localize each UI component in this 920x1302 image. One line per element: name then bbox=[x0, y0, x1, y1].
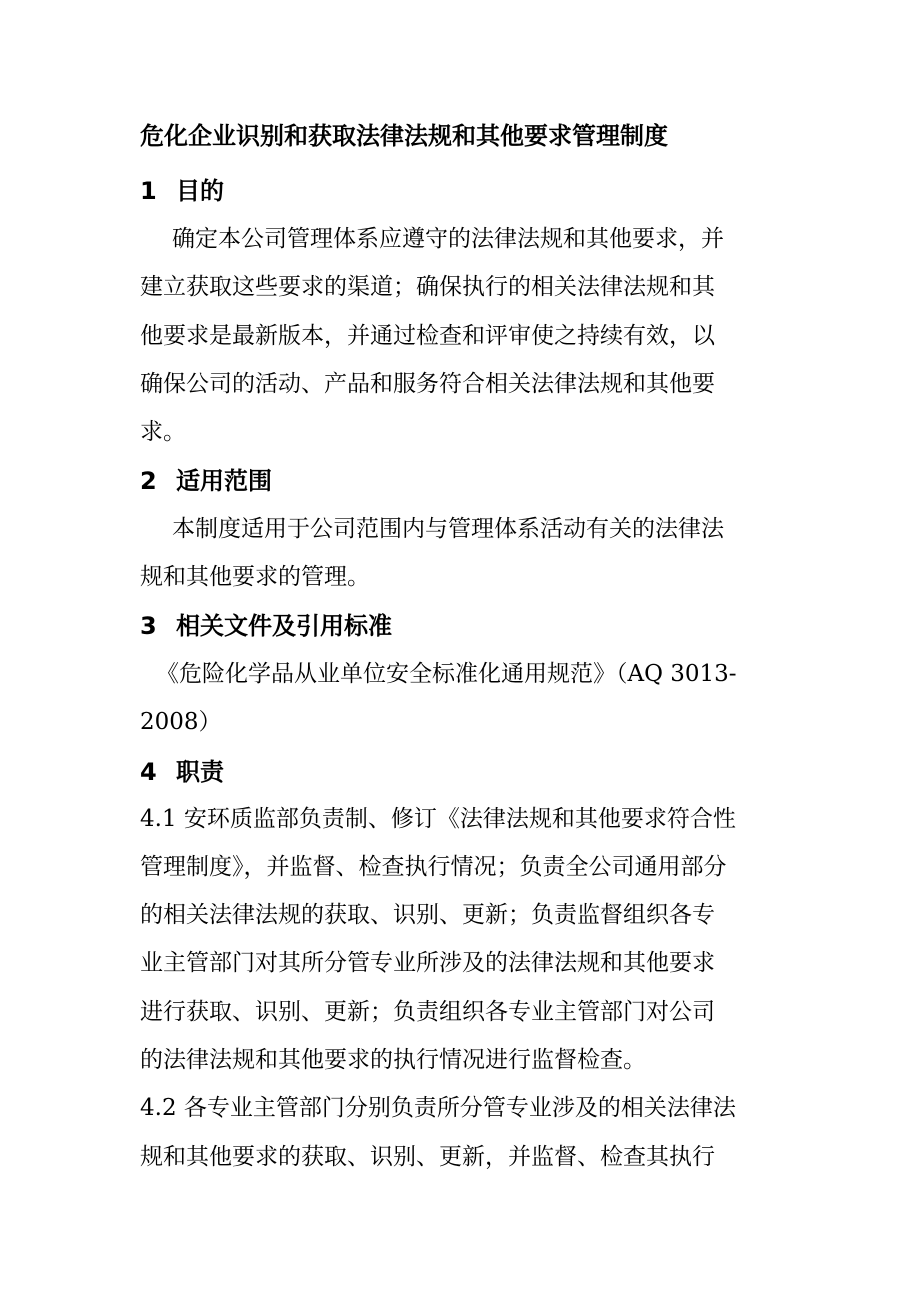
paragraph-line: 规和其他要求的获取、识别、更新，并监督、检查其执行 bbox=[140, 1144, 715, 1170]
section-heading-scope bbox=[140, 461, 272, 496]
paragraph-line: 他要求是最新版本，并通过检查和评审使之持续有效，以 bbox=[140, 323, 715, 349]
paragraph-line: 的法律法规和其他要求的执行情况进行监督检查。 bbox=[140, 1047, 646, 1073]
section-heading-responsibilities bbox=[140, 752, 224, 787]
section-title: 职责 bbox=[176, 758, 224, 786]
paragraph-line: 建立获取这些要求的渠道；确保执行的相关法律法规和其 bbox=[140, 274, 715, 300]
paragraph-line: 求。 bbox=[140, 419, 186, 445]
section-heading-purpose bbox=[140, 171, 224, 206]
paragraph-line: 管理制度》，并监督、检查执行情况；负责全公司通用部分 bbox=[140, 854, 727, 880]
paragraph-line: 进行获取、识别、更新；负责组织各专业主管部门对公司 bbox=[140, 999, 715, 1025]
section-number: 1 bbox=[140, 177, 157, 205]
section-number: 3 bbox=[140, 612, 157, 640]
paragraph-line: 业主管部门对其所分管专业所涉及的法律法规和其他要求 bbox=[140, 950, 715, 976]
section-number: 2 bbox=[140, 467, 157, 495]
section-heading-references bbox=[140, 606, 392, 641]
paragraph-line: 《危险化学品从业单位安全标准化通用规范》（AQ 3013- bbox=[156, 661, 737, 687]
paragraph-line: 4.1 安环质监部负责制、修订《法律法规和其他要求符合性 bbox=[140, 806, 736, 832]
paragraph-line: 4.2 各专业主管部门分别负责所分管专业涉及的相关法律法 bbox=[140, 1095, 736, 1121]
paragraph-line: 规和其他要求的管理。 bbox=[140, 564, 370, 590]
paragraph-line: 2008） bbox=[140, 709, 222, 735]
paragraph-line: 的相关法律法规的获取、识别、更新；负责监督组织各专 bbox=[140, 902, 715, 928]
paragraph-line: 本制度适用于公司范围内与管理体系活动有关的法律法 bbox=[172, 516, 724, 542]
section-title: 相关文件及引用标准 bbox=[176, 612, 392, 640]
document-title: 危化企业识别和获取法律法规和其他要求管理制度 bbox=[140, 122, 668, 150]
section-number: 4 bbox=[140, 758, 157, 786]
section-title: 目的 bbox=[176, 177, 224, 205]
paragraph-line: 确保公司的活动、产品和服务符合相关法律法规和其他要 bbox=[140, 371, 715, 397]
paragraph-line: 确定本公司管理体系应遵守的法律法规和其他要求，并 bbox=[172, 226, 724, 252]
section-title: 适用范围 bbox=[176, 467, 272, 495]
